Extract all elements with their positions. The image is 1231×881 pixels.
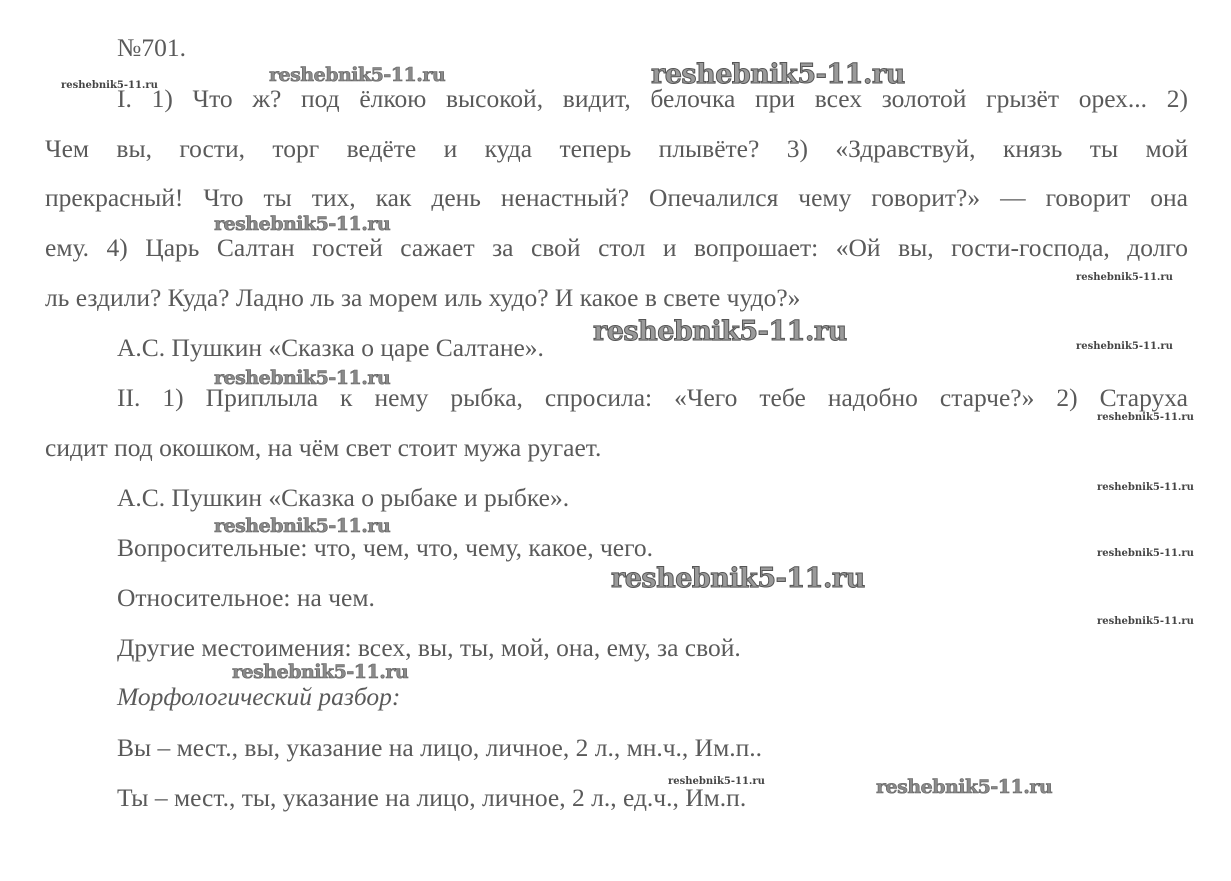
text-line: ль ездили? Куда? Ладно ль за морем иль худо? И какое в свете чудо?» <box>45 283 801 312</box>
watermark-logo: reshebnik5-11.ru <box>611 563 865 594</box>
text-line: Другие местоимения: всех, вы, ты, мой, она, ему, за свой. <box>117 633 741 662</box>
text-line: II. 1) Приплыла к нему рыбка, спросила: «Чего тебе надобно старче?» 2) Старуха <box>117 383 1188 412</box>
watermark-logo: reshebnik5-11.ru <box>651 59 905 90</box>
watermark-logo: reshebnik5-11.ru <box>269 64 446 86</box>
text-line: Относительное: на чем. <box>117 583 375 612</box>
watermark-logo: reshebnik5-11.ru <box>61 80 158 91</box>
citation: А.С. Пушкин «Сказка о царе Салтане». <box>117 333 544 362</box>
text-line: Вопросительные: что, чем, что, чему, какое, чего. <box>117 533 654 562</box>
watermark-logo: reshebnik5-11.ru <box>1097 482 1194 493</box>
watermark-logo: reshebnik5-11.ru <box>668 776 765 787</box>
text-line: прекрасный! Что ты тих, как день ненастный? Опечалился чему говорит?» — говорит она <box>45 183 1188 212</box>
watermark-logo: reshebnik5-11.ru <box>1097 412 1194 423</box>
citation: А.С. Пушкин «Сказка о рыбаке и рыбке». <box>117 483 570 512</box>
watermark-logo: reshebnik5-11.ru <box>214 213 391 235</box>
text-line: I. 1) Что ж? под ёлкою высокой, видит, белочка при всех золотой грызёт орех... 2) <box>117 84 1188 113</box>
watermark-logo: reshebnik5-11.ru <box>876 776 1053 798</box>
watermark-logo: reshebnik5-11.ru <box>214 367 391 389</box>
text-line: Вы – мест., вы, указание на лицо, личное, 2 л., мн.ч., Им.п.. <box>117 733 763 762</box>
text-line: сидит под окошком, на чём свет стоит мужа ругает. <box>45 433 602 462</box>
watermark-logo: reshebnik5-11.ru <box>214 515 391 537</box>
text-line: Ты – мест., ты, указание на лицо, личное, 2 л., ед.ч., Им.п. <box>117 783 747 812</box>
watermark-logo: reshebnik5-11.ru <box>232 661 409 683</box>
text-line: Чем вы, гости, торг ведёте и куда теперь плывёте? 3) «Здравствуй, князь ты мой <box>45 134 1188 163</box>
exercise-number: №701. <box>117 33 186 62</box>
watermark-logo: reshebnik5-11.ru <box>1097 616 1194 627</box>
text-line: ему. 4) Царь Салтан гостей сажает за свой стол и вопрошает: «Ой вы, гости-господа, долго <box>45 233 1188 262</box>
section-heading: Морфологический разбор: <box>117 682 401 711</box>
watermark-logo: reshebnik5-11.ru <box>1076 272 1173 283</box>
watermark-logo: reshebnik5-11.ru <box>1076 341 1173 352</box>
watermark-logo: reshebnik5-11.ru <box>1097 548 1194 559</box>
watermark-logo: reshebnik5-11.ru <box>593 316 847 347</box>
